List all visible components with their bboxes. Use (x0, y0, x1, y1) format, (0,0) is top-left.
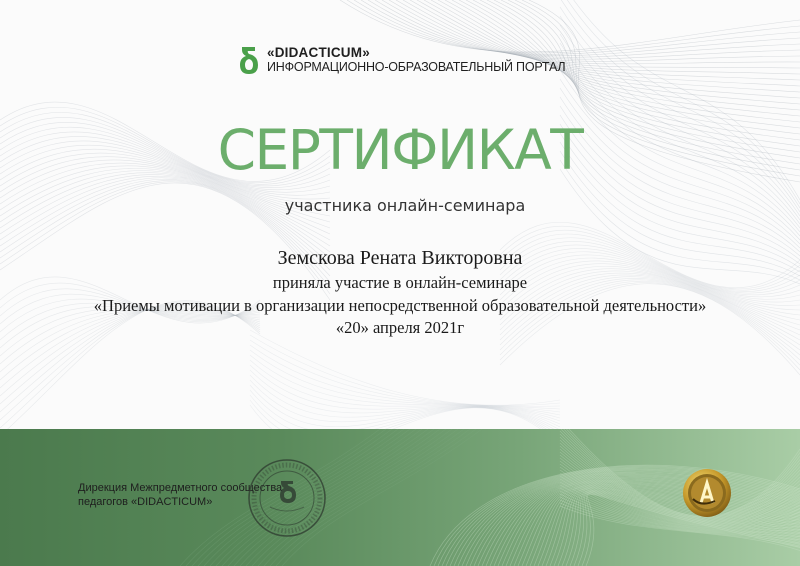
gold-medal-icon (681, 467, 733, 519)
stamp-seal-icon (246, 457, 328, 539)
guilloche-line (0, 173, 330, 258)
footer-band (0, 429, 800, 566)
certificate-subtitle: участника онлайн-семинара (284, 196, 526, 215)
guilloche-line (250, 335, 560, 406)
director-line-2: педагогов «DIDACTICUM» (78, 496, 213, 508)
brand-name: «DIDACTICUM» (267, 45, 370, 60)
guilloche-line (250, 375, 560, 427)
seminar-date: «20» апреля 2021г (335, 318, 465, 337)
participation-line: приняла участие в онлайн-семинаре (272, 273, 528, 292)
didacticum-logo-icon (236, 44, 262, 76)
certificate-title: СЕРТИФИКАТ (217, 118, 583, 182)
director-line-1: Дирекция Межпредметного сообщества (78, 482, 283, 494)
portal-header (236, 44, 565, 76)
guilloche-line (250, 345, 560, 409)
seminar-title: «Приемы мотивации в организации непосредственной образовательной деятельности» (93, 296, 707, 315)
brand-text (267, 45, 565, 75)
guilloche-line (250, 330, 560, 405)
recipient-name: Земскова Рената Викторовна (277, 247, 523, 269)
brand-subtitle: ИНФОРМАЦИОННО-ОБРАЗОВАТЕЛЬНЫЙ ПОРТАЛ (267, 60, 566, 74)
guilloche-line (250, 350, 560, 412)
